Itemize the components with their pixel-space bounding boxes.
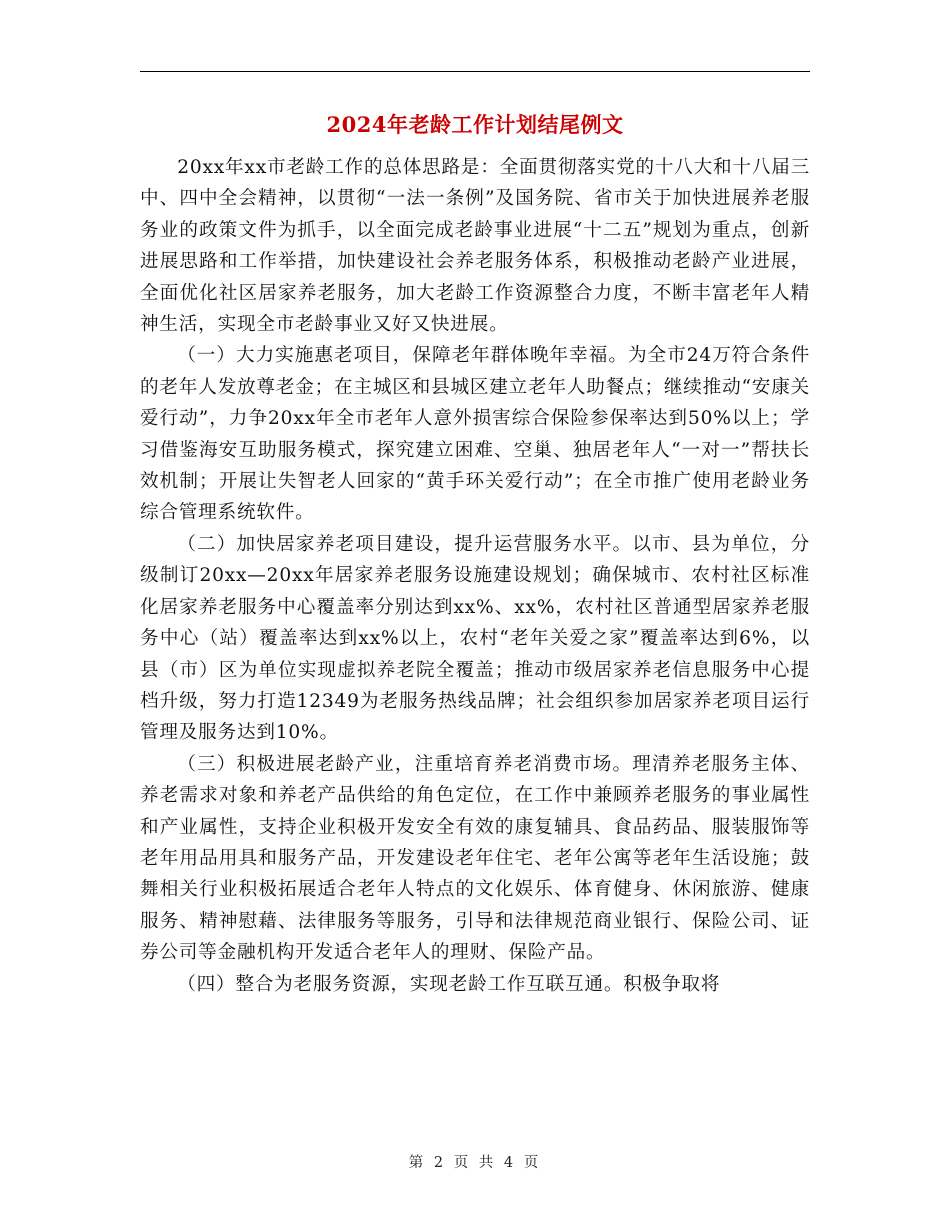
document-title: 2024年老龄工作计划结尾例文 — [326, 112, 624, 137]
paragraph-section-2: （二）加快居家养老项目建设，提升运营服务水平。以市、县为单位，分级制订20xx—20xx年居家养老服务设施建设规划；确保城市、农村社区标准化居家养老服务中心覆盖率分别达到xx%、xx%，农村社区普通型居家养老服务中心（站）覆盖率达到xx%以上，农村“老年关爱之家”覆盖率达到6%，以县（市）区为单位实现虚拟养老院全覆盖；推动市级居家养老信息服务中心提档升级，努力打造12349为老服务热线品牌；社会组织参加居家养老项目运行管理及服务达到10%。 — [140, 533, 810, 744]
document-body — [140, 152, 810, 1000]
paragraph-section-1: （一）大力实施惠老项目，保障老年群体晚年幸福。为全市24万符合条件的老年人发放尊老金；在主城区和县城区建立老年人助餐点；继续推动“安康关爱行动”，力争20xx年全市老年人意外损害综合保险参保率达到50%以上；学习借鉴海安互助服务模式，探究建立困难、空巢、独居老年人“一对一”帮扶长效机制；开展让失智老人回家的“黄手环关爱行动”；在全市推广使用老龄业务综合管理系统软件。 — [140, 345, 810, 524]
paragraph-section-4: （四）整合为老服务资源，实现老龄工作互联互通。积极争取将 — [177, 973, 721, 995]
paragraph-intro: 20xx年xx市老龄工作的总体思路是：全面贯彻落实党的十八大和十八届三中、四中全会精神，以贯彻“一法一条例”及国务院、省市关于加快进展养老服务业的政策文件为抓手，以全面完成老龄事业进展“十二五”规划为重点，创新进展思路和工作举措，加快建设社会养老服务体系，积极推动老龄产业进展，全面优化社区居家养老服务，加大老龄工作资源整合力度，不断丰富老年人精神生活，实现全市老龄事业又好又快进展。 — [140, 157, 811, 336]
header-rule — [140, 71, 810, 72]
paragraph-section-3: （三）积极进展老龄产业，注重培育养老消费市场。理清养老服务主体、养老需求对象和养老产品供给的角色定位，在工作中兼顾养老服务的事业属性和产业属性，支持企业积极开发安全有效的康复辅具、食品药品、服装服饰等老年用品用具和服务产品，开发建设老年住宅、老年公寓等老年生活设施；鼓舞相关行业积极拓展适合老年人特点的文化娱乐、体育健身、休闲旅游、健康服务、精神慰藉、法律服务等服务，引导和法律规范商业银行、保险公司、证券公司等金融机构开发适合老年人的理财、保险产品。 — [140, 753, 810, 964]
page-number-footer: 第 2 页 共 4 页 — [408, 1155, 542, 1171]
